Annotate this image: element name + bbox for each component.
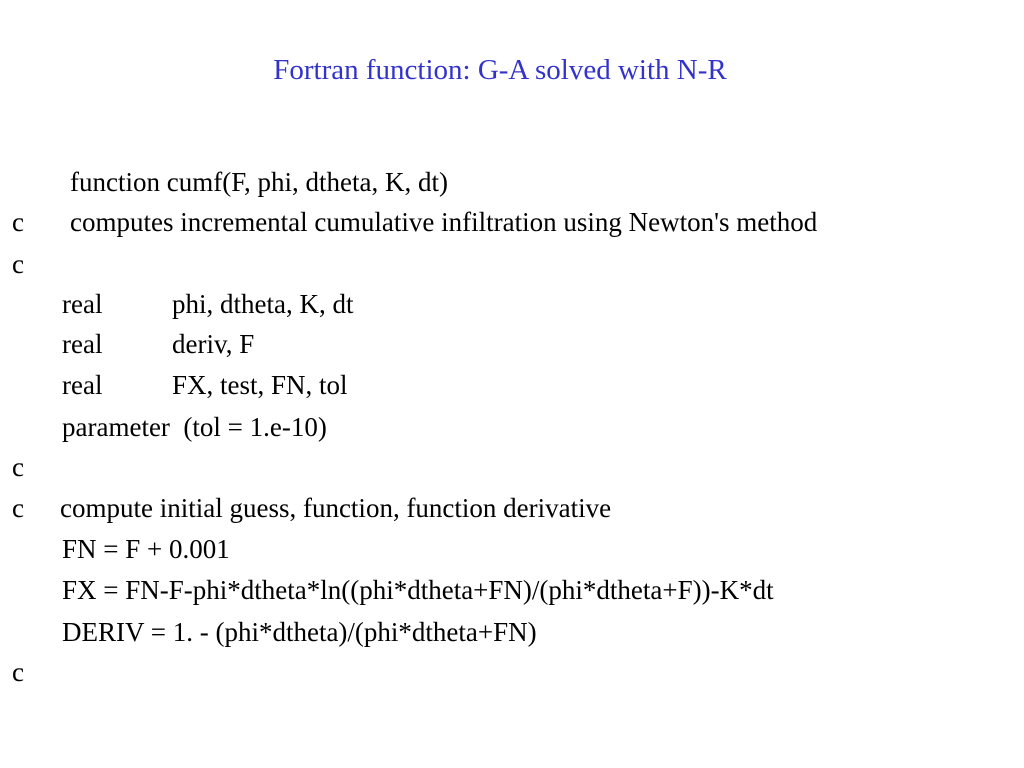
code-line-function xyxy=(0,162,1024,202)
comment-marker: c xyxy=(12,207,24,237)
code-line-stmt-2 xyxy=(0,570,1024,610)
code-line-decl-2 xyxy=(0,324,1024,364)
variable-list: phi, dtheta, K, dt xyxy=(172,289,354,319)
function-declaration: function cumf(F, phi, dtheta, K, dt) xyxy=(70,167,449,197)
slide-title: Fortran function: G-A solved with N-R xyxy=(273,54,727,86)
code-line-comment-1 xyxy=(0,202,1024,242)
assignment-statement: FX = FN-F-phi*dtheta*ln((phi*dtheta+FN)/(phi*dtheta+F))-K*dt xyxy=(62,575,774,605)
comment-text: compute initial guess, function, function derivative xyxy=(60,493,612,523)
code-line-stmt-1 xyxy=(0,529,1024,569)
assignment-statement: DERIV = 1. - (phi*dtheta)/(phi*dtheta+FN) xyxy=(62,617,537,647)
variable-list: deriv, F xyxy=(172,329,255,359)
comment-marker: c xyxy=(12,657,24,687)
comment-marker: c xyxy=(12,493,24,523)
assignment-statement: FN = F + 0.001 xyxy=(62,534,230,564)
comment-marker: c xyxy=(12,452,24,482)
code-line-parameter xyxy=(0,407,1024,447)
type-keyword: real xyxy=(62,329,103,359)
code-line-blank-comment-2 xyxy=(0,447,1024,487)
code-line-decl-3 xyxy=(0,365,1024,405)
code-line-blank-comment-1 xyxy=(0,244,1024,284)
comment-marker: c xyxy=(12,249,24,279)
type-keyword: real xyxy=(62,370,103,400)
code-line-blank-comment-3 xyxy=(0,652,1024,692)
variable-list: FX, test, FN, tol xyxy=(172,370,348,400)
type-keyword: real xyxy=(62,289,103,319)
code-line-stmt-3 xyxy=(0,612,1024,652)
comment-text: computes incremental cumulative infiltration using Newton's method xyxy=(70,207,818,237)
code-line-comment-2 xyxy=(0,488,1024,528)
code-line-decl-1 xyxy=(0,284,1024,324)
parameter-statement: parameter (tol = 1.e-10) xyxy=(62,412,327,442)
